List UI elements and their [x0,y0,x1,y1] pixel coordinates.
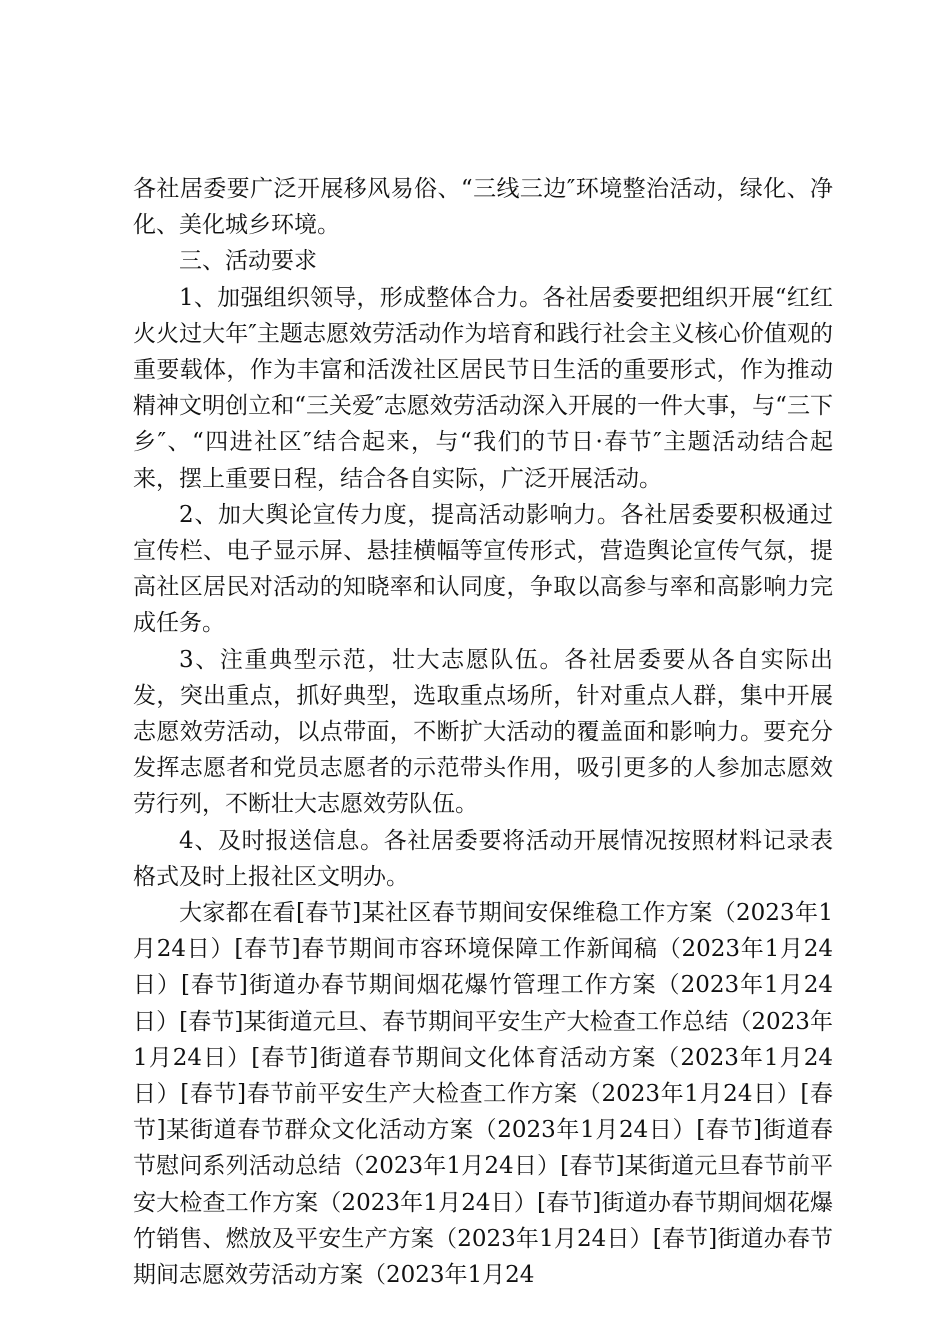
paragraph-requirement-2: 2、加大舆论宣传力度，提高活动影响力。各社居委要积极通过宣传栏、电子显示屏、悬挂横幅等宣传形式，营造舆论宣传气氛，提高社区居民对活动的知晓率和认同度，争取以高参与率和高影响力完成任务。 [133,501,833,637]
section-heading-activity-requirements: 三、活动要求 [179,248,317,275]
paragraph-related-reading: 大家都在看[春节]某社区春节期间安保维稳工作方案（2023年1月24日）[春节]春节期间市容环境保障工作新闻稿（2023年1月24日）[春节]街道办春节期间烟花爆竹管理工作方案（2023年1月24日）[春节]某街道元旦、春节期间平安生产大检查工作总结（2023年1月24日）[春节]街道春节期间文化体育活动方案（2023年1月24日）[春节]春节前平安生产大检查工作方案（2023年1月24日）[春节]某街道春节群众文化活动方案（2023年1月24日）[春节]街道春节慰问系列活动总结（2023年1月24日）[春节]某街道元旦春节前平安大检查工作方案（2023年1月24日）[春节]街道办春节期间烟花爆竹销售、燃放及平安生产方案（2023年1月24日）[春节]街道办春节期间志愿效劳活动方案（2023年1月24 [133,900,833,1289]
paragraph-environment: 各社居委要广泛开展移风易俗、“三线三边″环境整治活动，绿化、净化、美化城乡环境。 [133,176,833,239]
paragraph-requirement-4: 4、及时报送信息。各社居委要将活动开展情况按照材料记录表格式及时上报社区文明办。 [133,827,833,890]
paragraph-requirement-3: 3、注重典型示范，壮大志愿队伍。各社居委要从各自实际出发，突出重点，抓好典型，选取重点场所，针对重点人群，集中开展志愿效劳活动，以点带面，不断扩大活动的覆盖面和影响力。要充分发挥志愿者和党员志愿者的示范带头作用，吸引更多的人参加志愿效劳行列，不断壮大志愿效劳队伍。 [133,646,833,818]
document-body [133,171,833,1293]
paragraph-requirement-1: 1、加强组织领导，形成整体合力。各社居委要把组织开展“红红火火过大年″主题志愿效劳活动作为培育和践行社会主义核心价值观的重要载体，作为丰富和活泼社区居民节日生活的重要形式，作为推动精神文明创立和“三关爱″志愿效劳活动深入开展的一件大事，与“三下乡″、“四进社区″结合起来，与“我们的节日·春节″主题活动结合起来，摆上重要日程，结合各自实际，广泛开展活动。 [133,284,833,492]
